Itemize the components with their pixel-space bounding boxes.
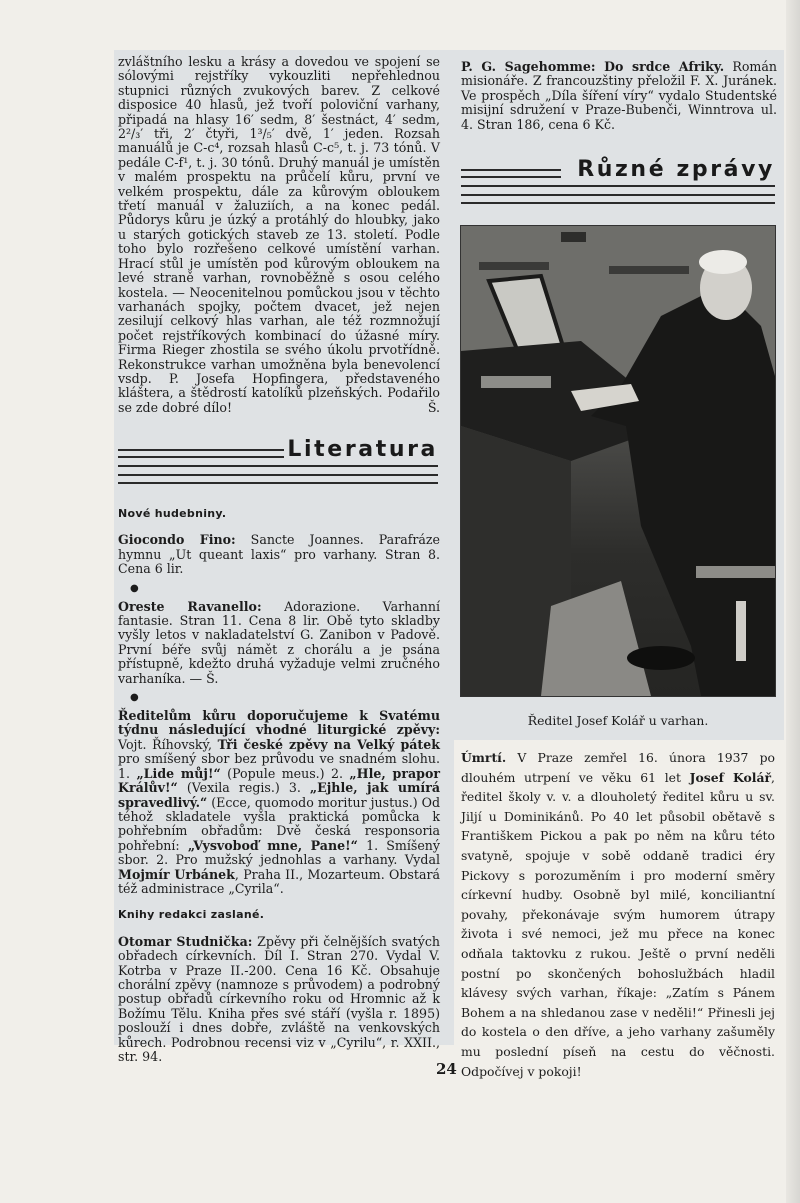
obituary-lead: Úmrtí.	[461, 750, 507, 765]
heading-rule	[461, 169, 561, 171]
recommendation-lead: Ředitelům kůru doporučujeme k Svatému týdnu následující vhodné liturgické zpěvy:	[118, 708, 440, 738]
bold-title: „Hle, prapor Králův!“	[118, 765, 440, 796]
bold-title: „Vysvoboď mne, Pane!“	[187, 837, 358, 853]
text-run: , Praha II., Mozarteum. Obstará též administrace „Cyrila“.	[118, 866, 440, 896]
heading-rule	[118, 465, 438, 467]
organ-article-text: zvláštního lesku a krásy a dovedou ve spojení se sólovými rejstříky vykouzliti nepřehlednou stupnici různých zvukových barev. Z celkové disposice 40 hlasů, jež tvoří poloviční varhany, připadá na hlasy 16′ sedm, 8′ šestnáct, 4′ sedm, 2²/₃′ tři, 2′ čtyři, 1³/₅′ dvě, 1′ jeden. Rozsah manuálů je C-c⁴, rozsah hlasů C-c⁵, t. j. 73 tónů. V pedále C-f¹, t. j. 30 tónů. Druhý manuál je umístěn v malém prospektu na průčelí kůru, první ve velkém prospektu, dále za kůrovým obloukem třetí manuál v žaluziích, a na konec pedál. Půdorys kůru je úzký a protáhlý do hloubky, jako u starých gotických staveb ze 13. století. Podle toho bylo rozřešeno celkové umístění varhan. Hrací stůl je umístěn pod kůrovým obloukem na levé straně varhan, rovnoběžně s osou celého kostela. — Neocenitelnou pomůckou jsou v těchto varhanách spojky, počtem dvacet, jež nejen zesilují celkový hlas varhan, ale též rozmnožují počet rejstříkových kombinací do úžasné míry. Firma Rieger zhostila se svého úkolu prvotřídně. Rekonstrukce varhan umožněna byla benevolencí vsdp. P. Josefa Hopfingera, představeného kláštera, a štědrostí katolíků plzeňských. Podařilo se zde dobré dílo!	[118, 54, 440, 415]
heading-rule	[461, 194, 775, 196]
heading-rule	[118, 474, 438, 476]
book-entry	[461, 60, 777, 132]
text-run: (Vexila regis.) 3.	[177, 780, 310, 796]
photo-organ-stops	[481, 376, 551, 388]
photo-josef-kolar-at-organ	[460, 225, 776, 697]
page-number: 24	[436, 1060, 457, 1078]
recommendation-paragraph	[118, 709, 440, 896]
entry-text: Sancte Joannes. Parafráze hymnu „Ut queant laxis“ pro varhany. Stran 8. Cena 6 lir.	[118, 532, 441, 577]
bullet-separator: ●	[130, 582, 139, 594]
right-column-book-entry	[461, 60, 777, 132]
entry-text: Zpěvy při čelnějších svatých obřadech církevních. Díl I. Stran 270. Vydal V. Kotrba v Praze II.-200. Cena 16 Kč. Obsahuje chorální zpěvy (namnoze s průvodem) a podrobný postup obřadů církevního roku od Hromnic až k Božímu Tělu. Kniha přes své stáří (vyšla r. 1895) poslouží i dnes dobře, zvláště na venkovských kůrech. Podrobnou recensi viz v „Cyrilu“, r. XXII., str. 94.	[118, 933, 441, 1064]
bullet-separator: ●	[130, 692, 139, 704]
book-entry	[118, 935, 440, 1065]
page-edge	[786, 0, 800, 1203]
subsection-heading: Nové hudebniny.	[118, 507, 227, 520]
section-heading-literatura	[118, 437, 438, 491]
bold-title: „Ejhle, jak umírá spravedlivý.“	[118, 780, 440, 810]
section-heading-ruzne-zpravy	[461, 157, 775, 211]
photo-lamp	[561, 232, 586, 242]
photo-wall-plaque	[479, 262, 549, 270]
photo-organist-shoe	[627, 646, 695, 670]
section-title: Literatura	[287, 437, 438, 462]
subsection-heading: Knihy redakci zaslané.	[118, 908, 265, 922]
text-run: 1. Smíšený sbor. 2. Pro mužský jednohlas a varhany. Vydal	[118, 837, 441, 868]
text-run: , ředitel školy v. v. a dlouholetý ředitel kůru u sv. Jiljí u Dominikánů. Po 40 let působil obětavě s Františkem Pickou a pak po něm na kůru této svatyně, spojuje v sobě oddaně tradici éry Pickovy s porozuměním i pro moderní směry církevní hudby. Osobně byl milé, konciliantní povahy, překonávaje svým humorem útrapy života i své nemoci, jež mu přece na konec odňala taktovku z rukou. Ještě o první neděli postní po skončených bohoslužbách hladil klávesy svých varhan, říkaje: „Zatím s Pánem Bohem a na shledanou zase v neděli!“ Přinesli jej do kostela o den dříve, a jeho varhany zašuměly mu poslední píseň na cestu do věčnosti. Odpočívej v pokoji!	[461, 769, 775, 1079]
photo-candle-statue	[736, 601, 746, 661]
left-column	[118, 55, 440, 415]
photo-organist-hair	[699, 250, 747, 274]
entry-text: Adorazione. Varhanní fantasie. Stran 11. Cena 8 lir. Obě tyto skladby vyšly letos v nakladatelství G. Zanibon v Padově. První béře svůj námět z chorálu a je psána přístupně, kdežto druhá vyžaduje velmi zručného varhaníka. — Š.	[118, 598, 440, 686]
entry-author: Otomar Studnička:	[118, 933, 253, 949]
literature-entry	[118, 533, 440, 576]
obituary-section	[461, 748, 775, 1081]
organ-article-continuation	[118, 55, 440, 415]
entry-author: Giocondo Fino:	[118, 532, 236, 548]
heading-rule	[461, 176, 561, 178]
heading-rule	[118, 456, 284, 458]
bold-title: „Lide můj!“	[136, 765, 221, 781]
entry-author-title: P. G. Sagehomme: Do srdce Afriky.	[461, 59, 725, 74]
literature-entry	[118, 600, 440, 686]
photo-caption: Ředitel Josef Kolář u varhan.	[527, 713, 709, 728]
entry-text: Román misionáře. Z francouzštiny přeložil F. X. Juránek. Ve prospěch „Díla šíření víry“ vydalo Studentské misijní sdružení v Praze-Bubenči, Winntrova ul. 4. Stran 186, cena 6 Kč.	[461, 59, 777, 132]
photo-wall-plaque	[609, 266, 689, 274]
text-run: (Popule meus.) 2.	[220, 765, 350, 781]
bold-title: Mojmír Urbánek	[118, 866, 235, 882]
photo-bench	[696, 566, 775, 578]
heading-rule	[461, 202, 775, 204]
text-run: V Praze zemřel 16. února 1937 po dlouhém utrpení ve věku 61 let	[461, 750, 775, 785]
text-run: (Ecce, quomodo moritur justus.) Od téhož skladatele vyšla praktická pomůcka k pohřebním obřadům: Dvě česká responsoria pohřební:	[118, 794, 441, 853]
obituary-paragraph	[461, 748, 775, 1081]
author-signature: Š.	[427, 399, 440, 415]
section-title: Různé zprávy	[577, 157, 775, 182]
obituary-name: Josef Kolář	[689, 769, 772, 785]
text-run: pro smíšený sbor bez průvodu ve snadném slohu. 1.	[118, 751, 440, 781]
organist-photo-illustration	[461, 226, 775, 696]
entry-author: Oreste Ravanello:	[118, 598, 262, 614]
heading-rule	[118, 449, 284, 451]
bold-title: Tři české zpěvy na Velký pátek	[217, 736, 440, 752]
heading-rule	[461, 185, 775, 187]
text-run: Vojt. Říhovský,	[118, 736, 218, 752]
literatura-content	[118, 507, 440, 1064]
heading-rule	[118, 482, 438, 484]
